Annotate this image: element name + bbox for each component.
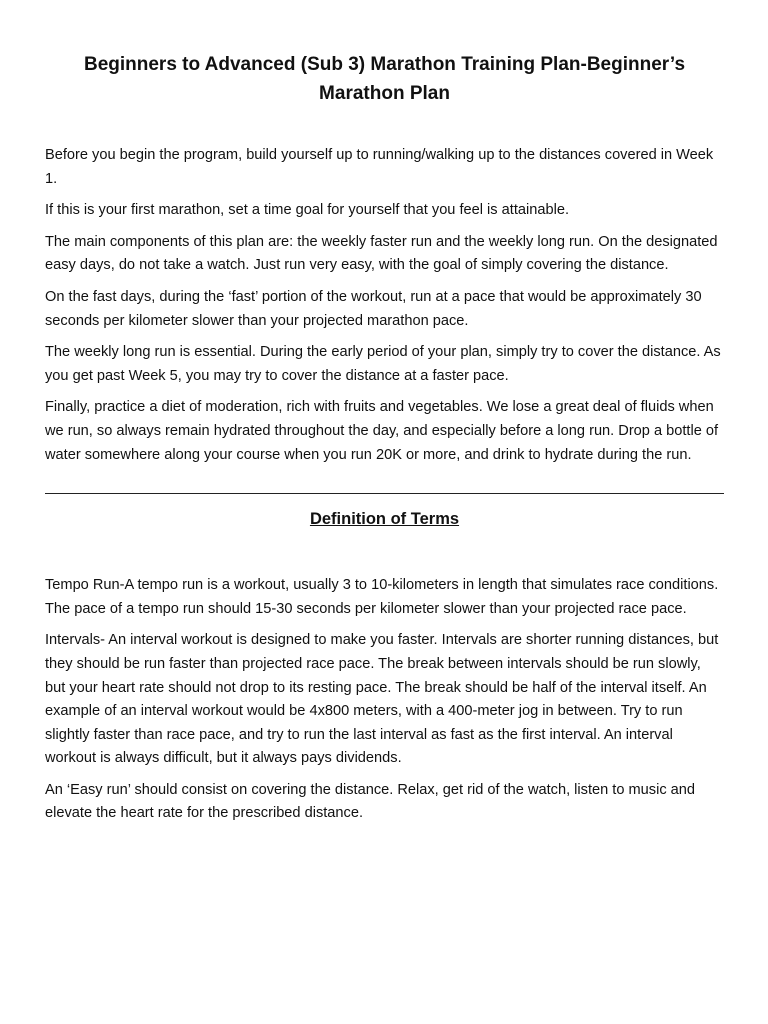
intro-paragraph-6: Finally, practice a diet of moderation, rich with fruits and vegetables. We lose a great deal of fluids when we run, so always remain hydrated throughout the day, and especially before a long run. Drop a bottle of water somewhere along your course when you run 20K or more, and drink to hydrate during the run. — [45, 399, 719, 463]
intro-paragraph-1: Before you begin the program, build yourself up to running/walking up to the distances covered in Week 1. — [45, 147, 714, 187]
intro-paragraph-4: On the fast days, during the ‘fast’ portion of the workout, run at a pace that would be approximately 30 seconds per kilometer slower than your projected marathon pace. — [45, 288, 702, 329]
definition-tempo-run: Tempo Run-A tempo run is a workout, usually 3 to 10-kilometers in length that simulates race conditions. The pace of a tempo run should 15-30 seconds per kilometer slower than your projected race pace. — [45, 577, 719, 617]
intro-paragraph-2: If this is your first marathon, set a time goal for yourself that you feel is attainable. — [45, 202, 569, 219]
intro-paragraph-5: The weekly long run is essential. During the early period of your plan, simply try to cover the distance. As you get past Week 5, you may try to cover the distance at a faster pace. — [45, 344, 721, 384]
definition-intervals: Intervals- An interval workout is designed to make you faster. Intervals are shorter running distances, but they should be run faster than projected race pace. The break between intervals should be run slowly, but your heart rate should not drop to its resting pace. The break should be half of the interval itself. An example of an interval workout would be 4x800 meters, with a 400-meter jog in between. Try to run slightly faster than race pace, and try to run the last interval as fast as the first interval. An interval workout is always difficult, but it always pays dividends. — [45, 632, 719, 767]
section-divider — [45, 493, 724, 494]
definition-easy-run: An ‘Easy run’ should consist on covering the distance. Relax, get rid of the watch, listen to music and elevate the heart rate for the prescribed distance. — [45, 781, 696, 822]
intro-paragraph-3: The main components of this plan are: the weekly faster run and the weekly long run. On the designated easy days, do not take a watch. Just run very easy, with the goal of simply covering the distance. — [45, 233, 718, 274]
section-title: Definition of Terms — [309, 510, 460, 529]
document-title: Beginners to Advanced (Sub 3) Marathon Training Plan-Beginner’s Marathon Plan — [83, 54, 686, 104]
